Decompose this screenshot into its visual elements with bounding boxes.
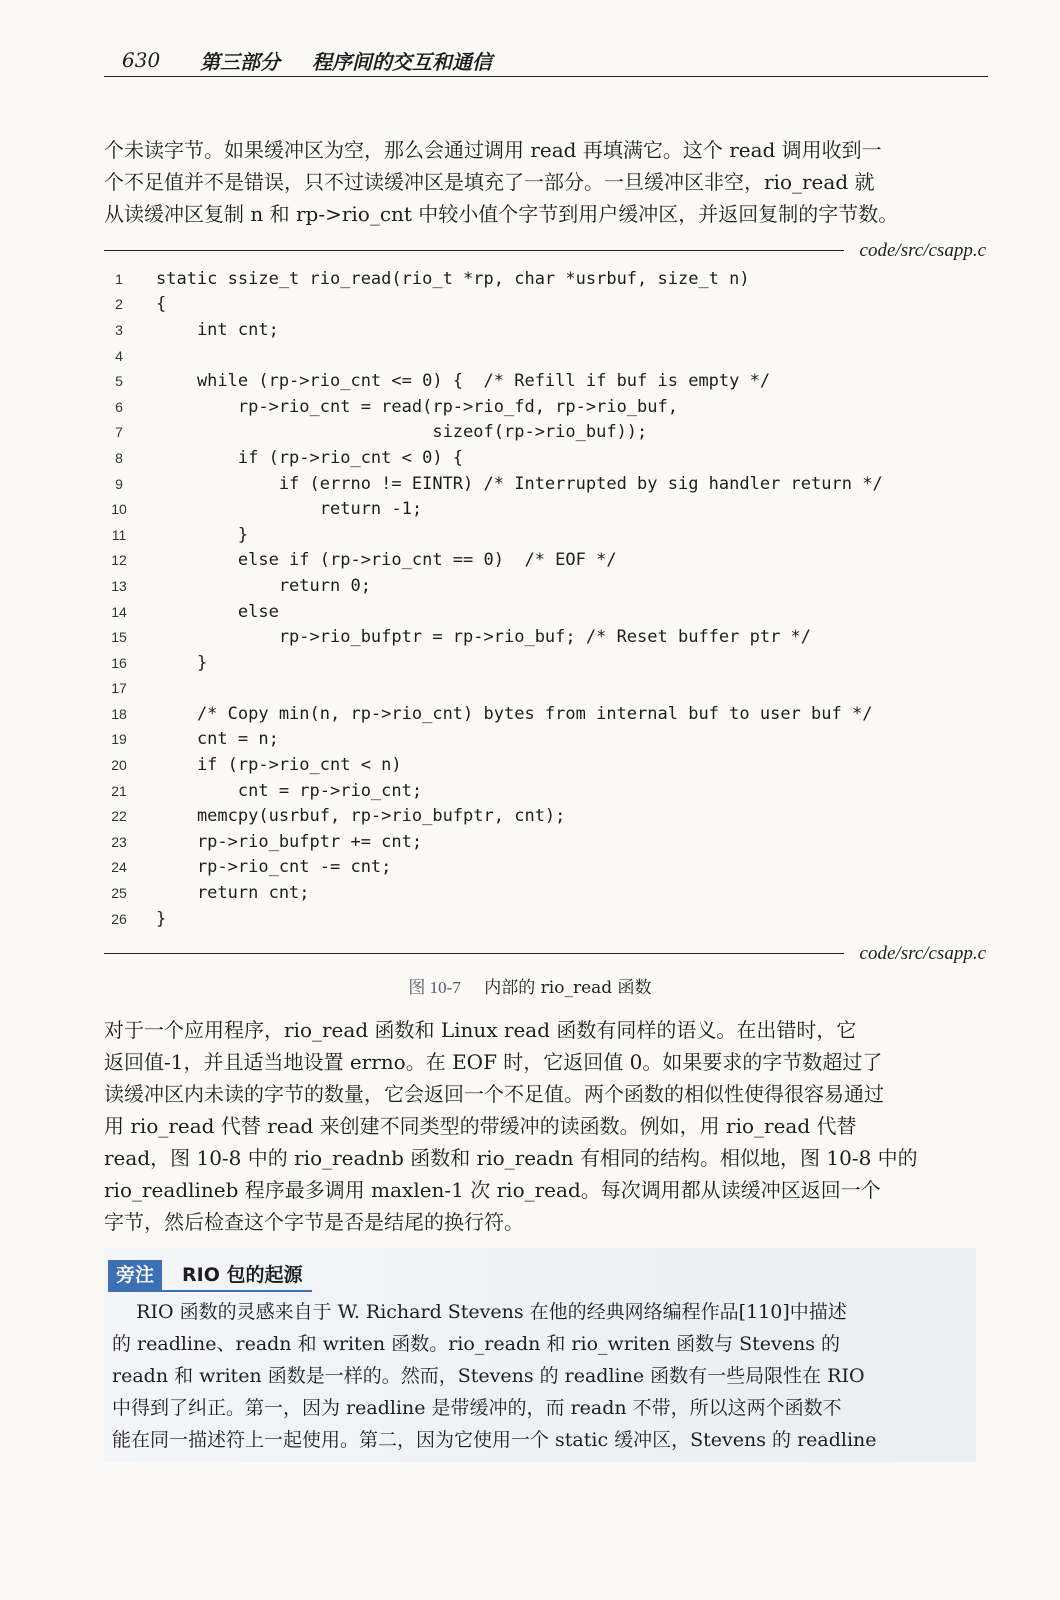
text-line: 从读缓冲区复制 n 和 rp->rio_cnt 中较小值个字节到用户缓冲区，并返回复制的字节数。 [104,202,899,226]
code-text: if (errno != EINTR) /* Interrupted by sig handler return */ [156,473,883,494]
code-line [104,599,984,625]
code-text: /* Copy min(n, rp->rio_cnt) bytes from internal buf to user buf */ [156,703,873,724]
aside-tag: 旁注 [108,1260,162,1290]
aside-underline [108,1290,312,1292]
line-number: 10 [111,501,127,518]
code-line [104,803,984,829]
line-number: 6 [115,398,123,415]
line-number: 17 [111,680,127,697]
line-number: 22 [111,808,127,825]
line-number: 9 [115,475,123,492]
code-text: memcpy(usrbuf, rp->rio_bufptr, cnt); [156,806,566,827]
code-text: cnt = n; [156,729,279,750]
code-line [104,266,984,292]
code-text: } [156,908,167,929]
line-number: 20 [111,757,127,774]
code-bottom-rule [104,953,844,954]
code-line [104,368,984,394]
figure-title: 内部的 rio_read 函数 [484,978,652,998]
figure-number: 图 10-7 [408,978,461,997]
code-text: rp->rio_bufptr = rp->rio_buf; /* Reset buffer ptr */ [156,627,812,648]
text-line: 的 readline、readn 和 writen 函数。rio_readn 和 rio_writen 函数与 Stevens 的 [112,1333,841,1355]
code-line [104,292,984,318]
line-number: 11 [111,526,127,543]
code-text: return -1; [156,499,423,520]
code-text: } [156,524,249,545]
code-text: rp->rio_cnt = read(rp->rio_fd, rp->rio_buf, [156,396,678,417]
line-number: 1 [115,270,123,287]
page-number: 630 [122,48,161,72]
code-line [104,727,984,753]
text-line: readn 和 writen 函数是一样的。然而，Stevens 的 readline 函数有一些局限性在 RIO [112,1365,865,1387]
text-line: 读缓冲区内未读的字节的数量，它会返回一个不足值。两个函数的相似性使得很容易通过 [104,1082,884,1106]
line-number: 21 [111,782,127,799]
code-source-label-top: code/src/csapp.c [859,240,986,261]
text-line: 返回值-1，并且适当地设置 errno。在 EOF 时，它返回值 0。如果要求的字节数超过了 [104,1050,883,1074]
code-source-label-bottom: code/src/csapp.c [859,943,986,964]
part-label: 第三部分 [200,50,280,74]
code-line [104,676,984,702]
code-top-rule [104,250,844,251]
code-line [104,548,984,574]
text-line: 个未读字节。如果缓冲区为空，那么会通过调用 read 再填满它。这个 read 调用收到一 [104,138,882,162]
code-line [104,522,984,548]
code-listing [104,266,984,931]
code-line [104,855,984,881]
line-number: 5 [115,373,123,390]
code-line [104,420,984,446]
line-number: 3 [115,321,123,338]
code-line [104,829,984,855]
line-number: 18 [111,705,127,722]
code-line [104,445,984,471]
line-number: 4 [115,347,123,364]
text-line: 中得到了纠正。第一，因为 readline 是带缓冲的，而 readn 不带，所以这两个函数不 [112,1397,842,1419]
line-number: 26 [111,910,127,927]
chapter-title: 程序间的交互和通信 [312,50,492,74]
code-text: return 0; [156,575,371,596]
code-line [104,471,984,497]
code-text: sizeof(rp->rio_buf)); [156,422,648,443]
code-line [104,317,984,343]
line-number: 2 [115,296,123,313]
page-header [104,44,988,77]
code-text: rp->rio_bufptr += cnt; [156,831,423,852]
line-number: 12 [111,552,127,569]
code-line [104,778,984,804]
text-line: 对于一个应用程序，rio_read 函数和 Linux read 函数有同样的语义。在出错时，它 [104,1018,857,1042]
text-line: RIO 函数的灵感来自于 W. Richard Stevens 在他的经典网络编程作品[110]中描述 [112,1301,847,1323]
code-line [104,650,984,676]
line-number: 25 [111,885,127,902]
code-line [104,343,984,369]
code-text: static ssize_t rio_read(rio_t *rp, char *usrbuf, size_t n) [156,268,750,289]
text-line: 个不足值并不是错误，只不过读缓冲区是填充了一部分。一旦缓冲区非空，rio_read 就 [104,170,875,194]
intro-paragraph [104,134,988,230]
aside-body [112,1296,968,1456]
code-text: return cnt; [156,883,310,904]
code-text: if (rp->rio_cnt < 0) { [156,447,464,468]
code-line [104,880,984,906]
code-text: while (rp->rio_cnt <= 0) { /* Refill if buf is empty */ [156,371,771,392]
code-line [104,624,984,650]
code-line [104,394,984,420]
code-text: else [156,601,279,622]
line-number: 7 [115,424,123,441]
code-text: if (rp->rio_cnt < n) [156,755,402,776]
line-number: 15 [111,629,127,646]
text-line: 用 rio_read 代替 read 来创建不同类型的带缓冲的读函数。例如，用 rio_read 代替 [104,1114,857,1138]
code-text: rp->rio_cnt -= cnt; [156,857,392,878]
code-text: { [156,294,167,315]
line-number: 23 [111,833,127,850]
code-line [104,573,984,599]
text-line: 字节，然后检查这个字节是否是结尾的换行符。 [104,1210,524,1234]
figure-caption [0,973,1060,998]
code-text: else if (rp->rio_cnt == 0) /* EOF */ [156,550,617,571]
line-number: 24 [111,859,127,876]
code-text: int cnt; [156,319,279,340]
aside-title: RIO 包的起源 [182,1264,303,1286]
line-number: 8 [115,449,123,466]
aside-box [104,1248,976,1462]
text-line: rio_readlineb 程序最多调用 maxlen-1 次 rio_read。每次调用都从读缓冲区返回一个 [104,1178,881,1202]
body-paragraph [104,1014,988,1238]
line-number: 19 [111,731,127,748]
text-line: 能在同一描述符上一起使用。第二，因为它使用一个 static 缓冲区，Stevens 的 readline [112,1429,877,1451]
line-number: 13 [111,577,127,594]
code-line [104,752,984,778]
code-line [104,701,984,727]
code-text: cnt = rp->rio_cnt; [156,780,423,801]
code-line [104,906,984,932]
line-number: 14 [111,603,127,620]
line-number: 16 [111,654,127,671]
code-line [104,496,984,522]
text-line: read，图 10-8 中的 rio_readnb 函数和 rio_readn 有相同的结构。相似地，图 10-8 中的 [104,1146,918,1170]
code-text: } [156,652,208,673]
